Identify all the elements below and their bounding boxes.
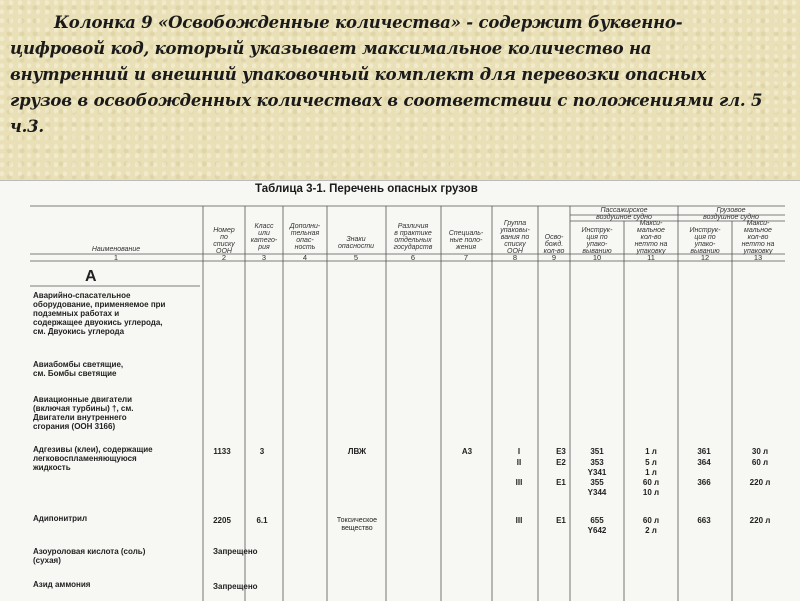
svg-text:60 л: 60 л: [642, 478, 660, 487]
svg-text:30 л: 30 л: [751, 447, 769, 456]
intro-paragraph: [10, 10, 770, 140]
svg-text:Авиабомбы светящие,: Авиабомбы светящие,: [33, 360, 124, 369]
svg-text:Макси-: Макси-: [639, 220, 663, 227]
svg-text:(включая турбины) †, см.: (включая турбины) †, см.: [33, 404, 134, 413]
svg-text:по: по: [220, 234, 228, 241]
svg-text:катего-: катего-: [250, 237, 278, 244]
svg-text:опас-: опас-: [296, 237, 314, 244]
svg-text:опасности: опасности: [337, 243, 375, 250]
svg-text:вания по: вания по: [500, 234, 530, 241]
svg-text:Адгезивы (клеи), содержащие: Адгезивы (клеи), содержащие: [33, 445, 153, 454]
svg-text:кол-во: кол-во: [747, 234, 769, 241]
svg-text:жения: жения: [455, 244, 477, 251]
svg-text:60 л: 60 л: [642, 516, 660, 525]
svg-text:тельная: тельная: [290, 230, 320, 237]
svg-text:божд.: божд.: [544, 241, 564, 248]
svg-text:220 л: 220 л: [749, 516, 771, 525]
svg-text:выванию: выванию: [582, 248, 612, 255]
table-row: [32, 445, 770, 497]
svg-text:упако-: упако-: [586, 241, 608, 248]
table-title: Таблица 3-1. Перечень опасных грузов: [255, 183, 478, 195]
svg-text:Адипонитрил: Адипонитрил: [33, 514, 88, 523]
svg-text:отдельных: отдельных: [394, 237, 432, 244]
svg-text:кол-во: кол-во: [640, 234, 662, 241]
svg-text:см. Бомбы светящие: см. Бомбы светящие: [33, 369, 117, 378]
svg-text:Азоуроловая кислота (соль): Азоуроловая кислота (соль): [33, 547, 146, 556]
dangerous-goods-table: [0, 181, 800, 601]
svg-text:содержащее двуокись углерода,: содержащее двуокись углерода,: [33, 318, 163, 327]
svg-text:Пассажирское: Пассажирское: [600, 207, 648, 214]
section-letter: А: [85, 268, 97, 285]
svg-text:2205: 2205: [213, 516, 231, 525]
svg-text:Y344: Y344: [587, 488, 607, 497]
col-header-1: Наименование: [91, 246, 141, 253]
svg-text:легковоспламеняющуюся: легковоспламеняющуюся: [33, 454, 137, 463]
svg-text:выванию: выванию: [690, 248, 720, 255]
svg-text:655: 655: [590, 516, 604, 525]
svg-text:1 л: 1 л: [645, 468, 657, 477]
svg-text:355: 355: [590, 478, 604, 487]
svg-text:3: 3: [261, 253, 267, 262]
scanned-table-image: [0, 180, 800, 601]
svg-text:III: III: [515, 478, 523, 487]
svg-text:мальное: мальное: [637, 227, 665, 234]
status-forbidden: Запрещено: [213, 582, 258, 591]
svg-text:663: 663: [697, 516, 711, 525]
svg-text:рия: рия: [258, 244, 270, 251]
svg-text:E2: E2: [556, 458, 566, 467]
svg-text:II: II: [516, 458, 522, 467]
svg-text:10 л: 10 л: [642, 488, 660, 497]
svg-text:ность: ность: [294, 244, 316, 251]
svg-text:Грузовое: Грузовое: [716, 207, 746, 214]
svg-text:I: I: [517, 447, 521, 456]
table-row: [33, 395, 134, 431]
column-9-heading: Колонка 9 «Освобожденные количества»: [54, 13, 461, 32]
svg-text:см. Двуокись углерода: см. Двуокись углерода: [33, 327, 125, 336]
svg-text:нетто на: нетто на: [741, 241, 775, 248]
svg-text:ция по: ция по: [586, 234, 608, 241]
svg-text:списку: списку: [504, 241, 526, 248]
svg-text:упако-: упако-: [694, 241, 716, 248]
svg-text:Специаль-: Специаль-: [448, 230, 484, 237]
svg-text:220 л: 220 л: [749, 478, 771, 487]
svg-text:Аварийно-спасательное: Аварийно-спасательное: [33, 291, 131, 300]
svg-text:1 л: 1 л: [645, 447, 657, 456]
svg-text:ООН: ООН: [216, 248, 232, 255]
svg-text:Знаки: Знаки: [346, 236, 366, 243]
svg-text:в практике: в практике: [394, 230, 432, 237]
svg-text:1133: 1133: [213, 447, 231, 456]
svg-text:11: 11: [647, 253, 655, 262]
svg-text:III: III: [515, 516, 523, 525]
svg-text:4: 4: [302, 253, 308, 262]
svg-text:воздушное судно: воздушное судно: [596, 214, 652, 221]
svg-text:E3: E3: [556, 447, 566, 456]
svg-text:упаковку: упаковку: [743, 248, 773, 255]
svg-text:Токсическое: Токсическое: [336, 517, 378, 524]
group-passenger-aircraft: [596, 207, 652, 221]
svg-text:366: 366: [697, 478, 711, 487]
svg-text:60 л: 60 л: [751, 458, 769, 467]
svg-text:государств: государств: [393, 244, 433, 251]
svg-text:3: 3: [259, 447, 265, 456]
svg-text:упаковку: упаковку: [636, 248, 666, 255]
svg-text:7: 7: [463, 253, 469, 262]
table-row: [33, 514, 770, 535]
svg-text:нетто на: нетто на: [634, 241, 668, 248]
svg-text:5 л: 5 л: [645, 458, 657, 467]
table-row: [33, 360, 123, 378]
svg-text:361: 361: [697, 447, 711, 456]
status-forbidden: Запрещено: [213, 547, 258, 556]
table-row: [33, 547, 258, 565]
svg-text:ЛВЖ: ЛВЖ: [347, 447, 367, 456]
svg-text:вещество: вещество: [341, 525, 373, 532]
svg-text:Y341: Y341: [587, 468, 607, 477]
table-row: [33, 580, 258, 591]
svg-text:Y642: Y642: [587, 526, 607, 535]
svg-text:подземных работах и: подземных работах и: [33, 309, 120, 318]
svg-text:351: 351: [590, 447, 604, 456]
svg-text:Осво-: Осво-: [544, 234, 564, 241]
svg-text:воздушное судно: воздушное судно: [703, 214, 759, 221]
svg-text:Различия: Различия: [397, 223, 429, 230]
svg-text:8: 8: [512, 253, 518, 262]
svg-text:Номер: Номер: [213, 227, 235, 234]
svg-text:(сухая): (сухая): [33, 556, 61, 565]
svg-text:10: 10: [592, 253, 602, 262]
svg-text:9: 9: [551, 253, 557, 262]
svg-text:364: 364: [697, 458, 711, 467]
svg-text:Группа: Группа: [503, 220, 527, 227]
svg-text:упаковы-: упаковы-: [500, 227, 530, 234]
svg-text:А3: А3: [461, 447, 473, 456]
svg-text:сгорания (ООН 3166): сгорания (ООН 3166): [33, 422, 116, 431]
svg-text:2 л: 2 л: [645, 526, 657, 535]
svg-text:Дополни-: Дополни-: [289, 223, 321, 230]
svg-text:Азид аммония: Азид аммония: [33, 580, 91, 589]
svg-text:1: 1: [113, 253, 119, 262]
table-row: [33, 291, 166, 336]
svg-text:353: 353: [590, 458, 604, 467]
svg-text:кол-во: кол-во: [543, 248, 565, 255]
svg-text:списку: списку: [213, 241, 235, 248]
svg-text:мальное: мальное: [744, 227, 772, 234]
svg-text:Двигатели внутреннего: Двигатели внутреннего: [33, 413, 127, 422]
svg-text:13: 13: [753, 253, 763, 262]
svg-text:жидкость: жидкость: [33, 463, 71, 472]
svg-text:6: 6: [410, 253, 416, 262]
svg-text:Класс: Класс: [254, 223, 274, 230]
svg-text:2: 2: [221, 253, 227, 262]
svg-text:5: 5: [353, 253, 359, 262]
svg-text:ные поло-: ные поло-: [449, 237, 483, 244]
svg-text:Авиационные двигатели: Авиационные двигатели: [33, 395, 133, 404]
group-cargo-aircraft: [703, 207, 759, 221]
svg-text:Инструк-: Инструк-: [689, 227, 721, 234]
svg-text:Инструк-: Инструк-: [581, 227, 613, 234]
column-headers: [92, 220, 775, 255]
svg-text:Макси-: Макси-: [746, 220, 770, 227]
svg-text:ООН: ООН: [507, 248, 523, 255]
svg-text:E1: E1: [556, 516, 566, 525]
svg-text:или: или: [258, 230, 270, 237]
svg-text:оборудование, применяемое при: оборудование, применяемое при: [33, 300, 166, 309]
svg-text:6.1: 6.1: [256, 516, 268, 525]
svg-text:E1: E1: [556, 478, 566, 487]
svg-text:12: 12: [700, 253, 710, 262]
svg-text:ция по: ция по: [694, 234, 716, 241]
column-dividers: [203, 206, 732, 601]
column-9-description: - содержит буквенно-цифровой код, который указывает максимальное количество на внутренний и внешний упаковочный комплект для перевозки опасных грузов в освобожденных количествах в соответствии с положениями гл. 5 ч.3.: [10, 13, 763, 136]
